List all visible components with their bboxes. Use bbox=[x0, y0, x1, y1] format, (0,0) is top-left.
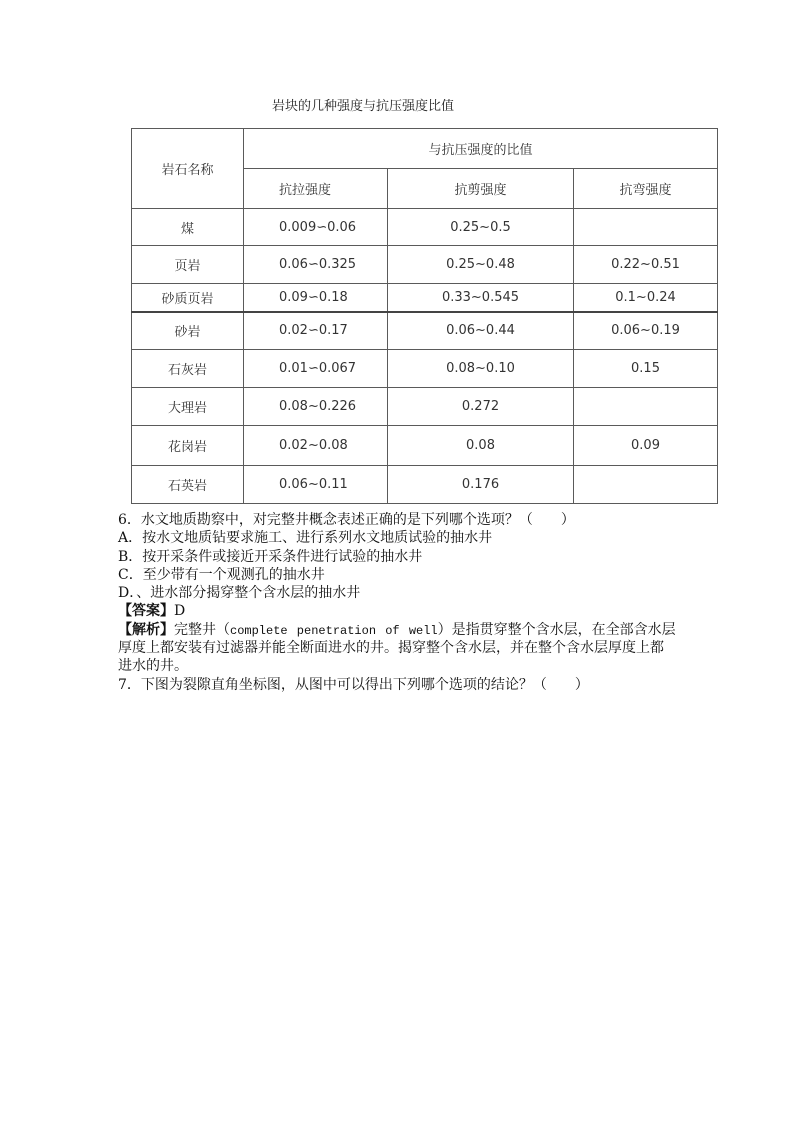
tensile-cell: 0.02∽0.17 bbox=[244, 312, 388, 350]
option-d: D．、进水部分揭穿整个含水层的抽水井 bbox=[118, 585, 361, 602]
bending-cell: 0.06~0.19 bbox=[574, 312, 718, 350]
shear-cell: 0.33~0.545 bbox=[388, 284, 574, 312]
header-tensile: 抗拉强度 bbox=[244, 169, 388, 209]
option-a: A．按水文地质钻要求施工、进行系列水文地质试验的抽水井 bbox=[118, 530, 493, 547]
bending-cell: 0.09 bbox=[574, 426, 718, 466]
bending-cell bbox=[574, 466, 718, 504]
answer-label: 【答案】 bbox=[118, 603, 174, 620]
option-c: C．至少带有一个观测孔的抽水井 bbox=[118, 566, 325, 583]
table-row bbox=[132, 426, 718, 466]
analysis-line-1 bbox=[118, 621, 676, 639]
bending-cell bbox=[574, 209, 718, 246]
tensile-cell: 0.09∽0.18 bbox=[244, 284, 388, 312]
table-row bbox=[132, 284, 718, 312]
table-row bbox=[132, 209, 718, 246]
rock-name-cell: 砂岩 bbox=[132, 312, 244, 350]
header-shear: 抗剪强度 bbox=[388, 169, 574, 209]
analysis-line-3: 进水的井。 bbox=[118, 658, 188, 675]
rock-name-cell: 大理岩 bbox=[132, 388, 244, 426]
answer-value: D bbox=[174, 603, 186, 620]
table-header-row bbox=[132, 129, 718, 169]
analysis-label: 【解析】 bbox=[118, 621, 174, 638]
table-row bbox=[132, 246, 718, 284]
table-row bbox=[132, 312, 718, 350]
rock-name-cell: 花岗岩 bbox=[132, 426, 244, 466]
rock-name-cell: 煤 bbox=[132, 209, 244, 246]
rock-strength-table bbox=[131, 128, 718, 504]
table-row bbox=[132, 466, 718, 504]
tensile-cell: 0.08~0.226 bbox=[244, 388, 388, 426]
shear-cell: 0.25~0.5 bbox=[388, 209, 574, 246]
analysis-line-2: 厚度上都安装有过滤器并能全断面进水的井。揭穿整个含水层，并在整个含水层厚度上都 bbox=[118, 640, 664, 657]
rock-name-cell: 砂质页岩 bbox=[132, 284, 244, 312]
tensile-cell: 0.06~0.11 bbox=[244, 466, 388, 504]
table-row bbox=[132, 350, 718, 388]
analysis-text-b: ）是指贯穿整个含水层，在全部含水层 bbox=[437, 621, 676, 638]
option-b: B．按开采条件或接近开采条件进行试验的抽水井 bbox=[118, 548, 423, 565]
header-ratio-group: 与抗压强度的比值 bbox=[244, 129, 718, 169]
header-rock-name: 岩石名称 bbox=[132, 129, 244, 209]
tensile-cell: 0.06∽0.325 bbox=[244, 246, 388, 284]
bending-cell: 0.22~0.51 bbox=[574, 246, 718, 284]
bending-cell: 0.1~0.24 bbox=[574, 284, 718, 312]
shear-cell: 0.272 bbox=[388, 388, 574, 426]
tensile-cell: 0.01∽0.067 bbox=[244, 350, 388, 388]
answer-line bbox=[118, 602, 676, 620]
question-6-stem: 6．水文地质勘察中，对完整井概念表述正确的是下列哪个选项？（ ） bbox=[118, 512, 575, 528]
question-7-stem: 7．下图为裂隙直角坐标图，从图中可以得出下列哪个选项的结论？（ ） bbox=[118, 676, 589, 693]
header-bending: 抗弯强度 bbox=[574, 169, 718, 209]
shear-cell: 0.176 bbox=[388, 466, 574, 504]
analysis-text-a: 完整井（ bbox=[174, 621, 230, 638]
tensile-cell: 0.009∽0.06 bbox=[244, 209, 388, 246]
rock-name-cell: 石灰岩 bbox=[132, 350, 244, 388]
table-row bbox=[132, 388, 718, 426]
shear-cell: 0.25~0.48 bbox=[388, 246, 574, 284]
question-section bbox=[118, 511, 676, 694]
analysis-english-term: complete penetration of well bbox=[230, 623, 438, 638]
bending-cell bbox=[574, 388, 718, 426]
shear-cell: 0.06~0.44 bbox=[388, 312, 574, 350]
shear-cell: 0.08~0.10 bbox=[388, 350, 574, 388]
tensile-cell: 0.02~0.08 bbox=[244, 426, 388, 466]
shear-cell: 0.08 bbox=[388, 426, 574, 466]
rock-name-cell: 页岩 bbox=[132, 246, 244, 284]
bending-cell: 0.15 bbox=[574, 350, 718, 388]
table-title: 岩块的几种强度与抗压强度比值 bbox=[272, 99, 455, 114]
rock-name-cell: 石英岩 bbox=[132, 466, 244, 504]
